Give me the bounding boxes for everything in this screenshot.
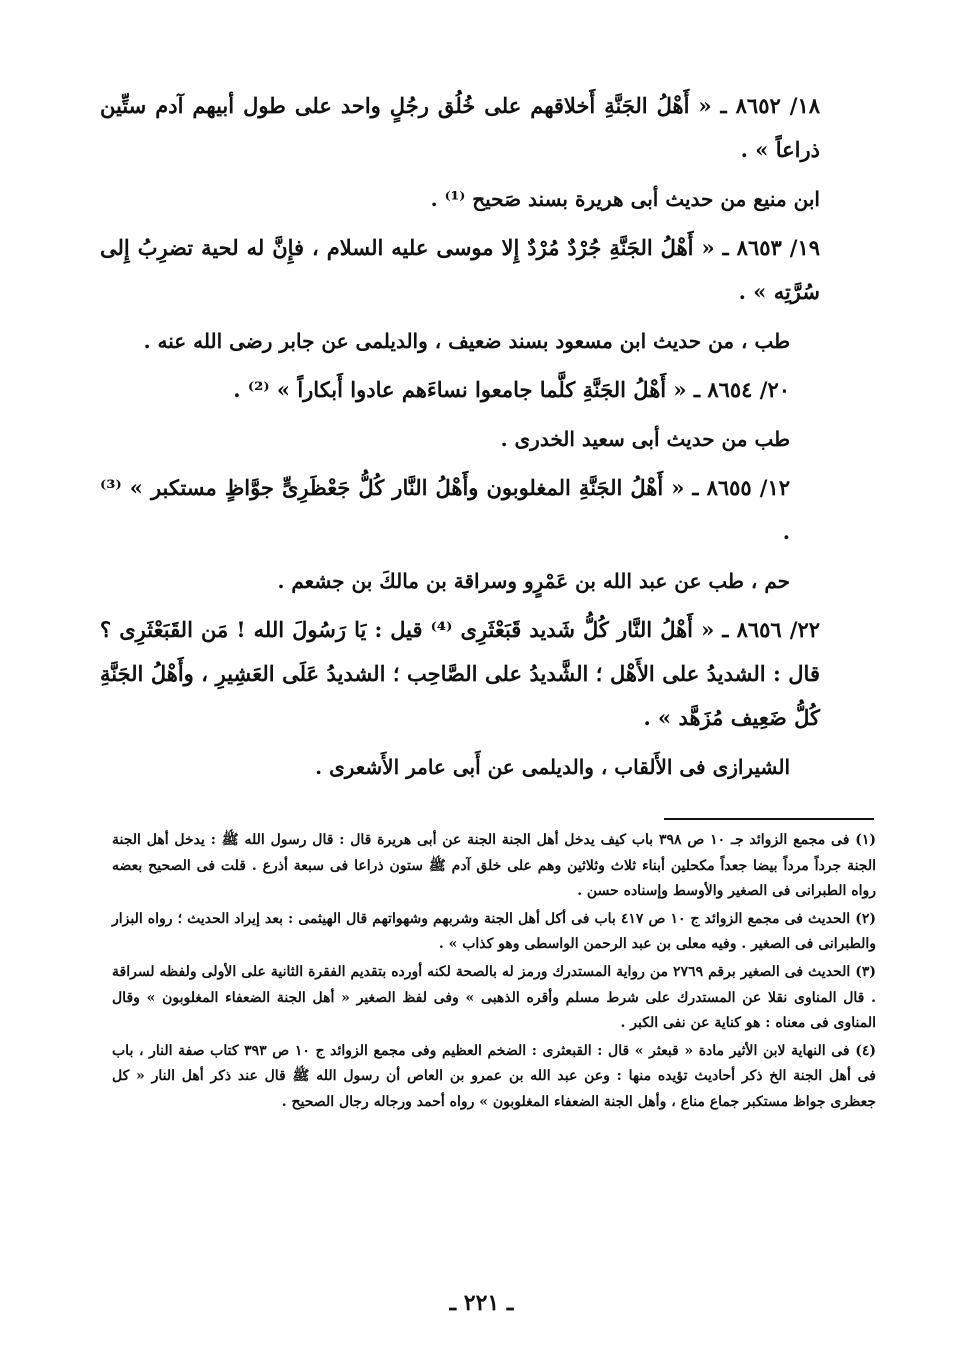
hadith-entry-22: ٢٢/ ٨٦٥٦ ـ « أَهْلُ النَّار كُلُّ شَديد قَبَعْثَرِى ⁽⁴⁾ قيل : يَا رَسُولَ الله ! مَن القَبَعْثَرِى ؟ قال : الشديدُ على الأَهْل ؛ الشَّديدُ على الصَّاحِب ؛ الشديدُ عَلَى العَشِيرِ ، وأَهْلُ الجَنَّةِ كُلُّ ضَعِيف مُزَهَّد » . bbox=[100, 617, 821, 730]
page-number: ـ ٢٢١ ـ bbox=[449, 1290, 514, 1316]
hadith-entry-18: ١٨/ ٨٦٥٢ ـ « أَهْلُ الجَنَّةِ أَخلاقهم على خُلُق رجُلٍ واحد على طول أبيهم آدم ستِّين ذراعاً » . bbox=[100, 93, 820, 162]
hadith-source-18: ابن منيع من حديث أبى هريرة بسند صَحيح ⁽¹⁾ . bbox=[430, 187, 820, 211]
hadith-source-21: حم ، طب عن عبد الله بن عَمْرٍو وسراقة بن مالكَ بن جشعم . bbox=[277, 569, 790, 593]
main-text bbox=[100, 84, 820, 794]
footnote-divider bbox=[664, 818, 874, 820]
hadith-entry-21: ١٢/ ٨٦٥٥ ـ « أَهْلُ الجَنَّةِ المغلوبون وأَهْلُ النَّار كُلُّ جَعْظَرِىٍّ جوَّاظٍ مستكبر » ⁽³⁾ . bbox=[100, 475, 790, 544]
footnote-1: (١) فى مجمع الزوائد جـ ١٠ ص ٣٩٨ باب كيف يدخل أهل الجنة الجنة عن أبى هريرة قال : قال رسول الله ﷺ : يدخل أهل الجنة الجنة جرداً مرداً بيضا جعداً مكحلين أبناء ثلاث وثلاثين وهم على خلق آدم ﷺ ستون ذراعا فى سبعة أذرع . قلت فى الصحيح بعضه رواه الطبرانى فى الصغير والأوسط وإسناده حسن . bbox=[112, 832, 876, 900]
hadith-source-20: طب من حديث أبى سعيد الخدرى . bbox=[500, 427, 790, 451]
footnote-3: (٣) الحديث فى الصغير برقم ٢٧٦٩ من رواية المستدرك ورمز له بالصحة لكنه أورده بتقديم الفقرة الثانية على الأولى ولفظه لسراقة . قال المناوى نقلا عن المستدرك على شرط مسلم وأقره الذهبى » وفى لفظ الصغير « أهل الجنة الضعفاء المغلوبون » وقال المناوى فى معناه : هو كناية عن نفى الكبر . bbox=[112, 963, 876, 1032]
footnotes bbox=[112, 828, 876, 1118]
hadith-entry-19: ١٩/ ٨٦٥٣ ـ « أَهْلُ الجَنَّةِ جُرْدٌ مُرْدٌ إِلا موسى عليه السلام ، فإِنَّ له لحية تضرِبُ إِلى سُرَّتِه » . bbox=[100, 235, 820, 304]
hadith-source-19: طب ، من حديث ابن مسعود بسند ضعيف ، والديلمى عن جابر رضى الله عنه . bbox=[143, 329, 790, 353]
hadith-source-22: الشيرازى فى الأَلقاب ، والديلمى عن أَبى عامر الأَشعرى . bbox=[315, 755, 790, 779]
hadith-entry-20: ٢٠/ ٨٦٥٤ ـ « أَهْلُ الجَنَّةِ كلَّما جامعوا نساءَهم عادوا أَبكاراً » ⁽²⁾ . bbox=[233, 377, 790, 402]
footnote-2: (٢) الحديث فى مجمع الزوائد ج ١٠ ص ٤١٧ باب فى أكل أهل الجنة وشربهم وشهواتهم قال الهيثمى : بعد إيراد الحديث ؛ رواه البزار والطبرانى فى الصغير . وفيه معلى بن عبد الرحمن الواسطى وهو كذاب » . bbox=[112, 910, 876, 953]
footnote-4: (٤) فى النهاية لابن الأثير مادة « قبعثر » قال : القبعثرى : الضخم العظيم وفى مجمع الزوائد ج ١٠ ص ٣٩٣ كتاب صفة النار ، باب فى أهل الجنة الخ ذكر أحاديث تؤيده منها : وعن عبد الله بن عمرو بن العاص أن رسول الله ﷺ قال عند ذكر أهل النار « كل جعظرى جواظ مستكبر جماع مناع ، وأهل الجنة الضعفاء المغلوبون » رواه أحمد ورجاله رجال الصحيح . bbox=[112, 1042, 876, 1110]
